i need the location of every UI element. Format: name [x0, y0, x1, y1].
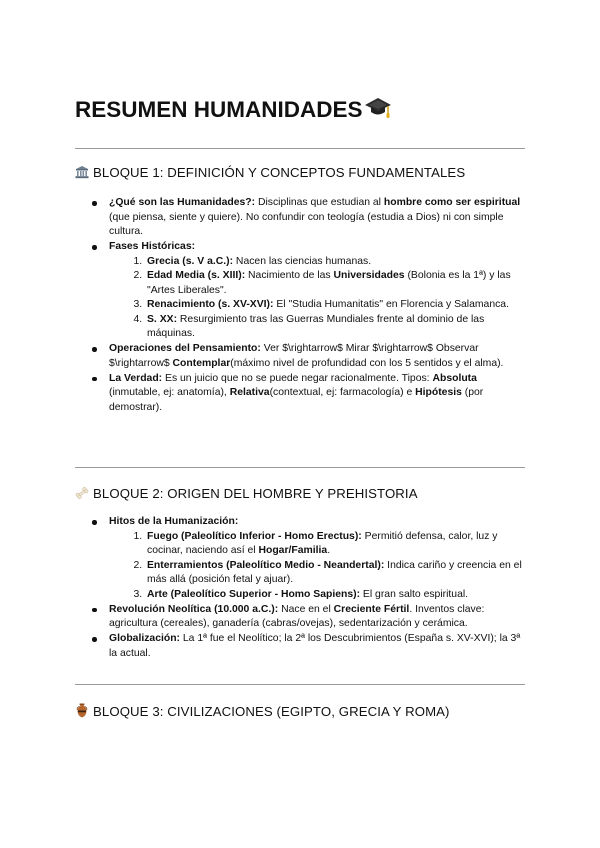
section-heading-bloque-2: BLOQUE 2: ORIGEN DEL HOMBRE Y PREHISTORIA — [75, 486, 418, 503]
page-title: RESUMEN HUMANIDADES — [75, 96, 392, 126]
list-item-fase: 4. S. XX: Resurgimiento tras las Guerras Mundiales frente al dominio de las máquinas. — [145, 313, 525, 342]
list-item-hito: 3. Arte (Paleolítico Superior - Homo Sapiens): El gran salto espiritual. — [145, 588, 525, 603]
section-divider — [75, 148, 525, 149]
section-heading-bloque-1: BLOQUE 1: DEFINICIÓN Y CONCEPTOS FUNDAMENTALES — [75, 165, 465, 182]
list-item-globalizacion: Globalización: La 1ª fue el Neolítico; la 2ª los Descubrimientos (España s. XV-XVI); la 3ª la actual. — [109, 632, 525, 661]
section-divider — [75, 467, 525, 468]
list-item-fase: 1. Grecia (s. V a.C.): Nacen las ciencias humanas. — [145, 255, 525, 270]
list-item-hitos: Hitos de la Humanización: 1. Fuego (Paleolítico Inferior - Homo Erectus): Permitió defensa, calor, luz y cocinar, naciendo así el Hogar/Familia. 2. Enterramientos (Paleolítico Medio - Neandertal): Indica cariño y creencia en el más allá (posición fetal y ajuar). 3. Arte (Paleolítico Superior - Homo Sapiens): El gran salto espiritual. — [109, 515, 525, 602]
section-divider — [75, 684, 525, 685]
list-item-operaciones: Operaciones del Pensamiento: Ver $\rightarrow$ Mirar $\rightarrow$ Observar $\rightarrow$ Contemplar(máximo nivel de profundidad con los 5 sentidos y el alma). — [109, 342, 525, 371]
list-item-que-son: ¿Qué son las Humanidades?: Disciplinas que estudian al hombre como ser espiritual (que piensa, siente y quiere). No confundir con teología (estudia a Dios) ni con simple cultura. — [109, 196, 525, 240]
bloque-1-content — [75, 196, 525, 416]
list-item-hito: 2. Enterramientos (Paleolítico Medio - Neandertal): Indica cariño y creencia en el más allá (posición fetal y ajuar). — [145, 559, 525, 588]
list-item-verdad: La Verdad: Es un juicio que no se puede negar racionalmente. Tipos: Absoluta (inmutable, ej: anatomía), Relativa(contextual, ej: farmacología) e Hipótesis (por demostrar). — [109, 372, 525, 416]
classical-building-icon — [75, 165, 89, 182]
section-heading-bloque-3: BLOQUE 3: CIVILIZACIONES (EGIPTO, GRECIA Y ROMA) — [75, 703, 450, 721]
list-item-fase: 2. Edad Media (s. XIII): Nacimiento de las Universidades (Bolonia es la 1ª) y las "Artes Liberales". — [145, 269, 525, 298]
list-item-hito: 1. Fuego (Paleolítico Inferior - Homo Erectus): Permitió defensa, calor, luz y cocinar, naciendo así el Hogar/Familia. — [145, 530, 525, 559]
list-item-fase: 3. Renacimiento (s. XV-XVI): El "Studia Humanitatis" en Florencia y Salamanca. — [145, 298, 525, 313]
bone-icon — [75, 486, 89, 503]
graduation-cap-icon — [364, 96, 392, 126]
amphora-icon — [75, 703, 89, 721]
list-item-fases: Fases Históricas: 1. Grecia (s. V a.C.): Nacen las ciencias humanas. 2. Edad Media (s. XIII): Nacimiento de las Universidades (Bolonia es la 1ª) y las "Artes Liberales". 3. Renacimiento (s. XV-XVI): El "Studia Humanitatis" en Florencia y Salamanca. 4. S. XX: Resurgimiento tras las Guerras Mundiales frente al dominio de las máquinas. — [109, 240, 525, 342]
list-item-revolucion: Revolución Neolítica (10.000 a.C.): Nace en el Creciente Fértil. Inventos clave: agricultura (cereales), ganadería (cabras/ovejas), sedentarización y cerámica. — [109, 603, 525, 632]
bloque-2-content — [75, 515, 525, 662]
